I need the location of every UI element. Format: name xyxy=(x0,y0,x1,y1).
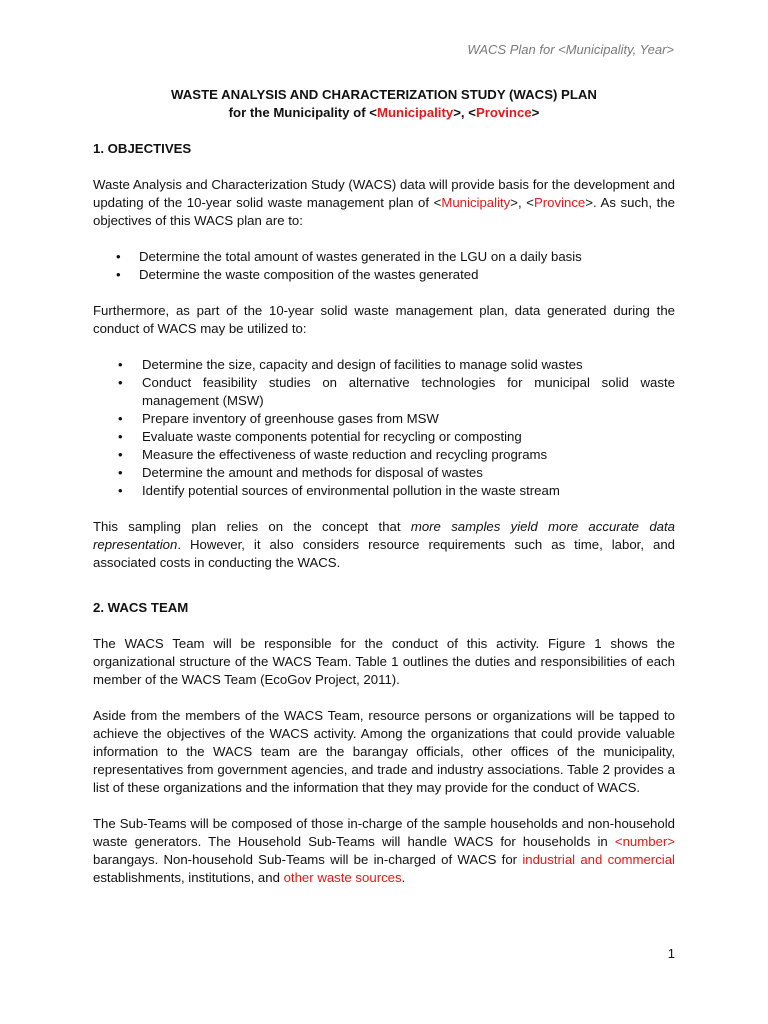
list-item-text: Determine the waste composition of the wastes generated xyxy=(139,267,479,282)
paragraph-text: . However, it also considers resource requirements such as time, labor, and associated costs in conducting the WACS. xyxy=(93,537,675,570)
number-placeholder: <number> xyxy=(614,834,675,849)
running-header: WACS Plan for <Municipality, Year> xyxy=(467,42,674,57)
municipality-placeholder: Municipality xyxy=(377,105,454,120)
paragraph-text: The Sub-Teams will be composed of those in-charge of the sample households and non-household waste generators. The Household Sub-Teams will handle WACS for households in xyxy=(93,816,675,849)
uses-list xyxy=(93,356,675,500)
page-number: 1 xyxy=(667,946,675,961)
bullet-icon: • xyxy=(118,357,123,372)
list-item xyxy=(93,356,675,374)
province-placeholder: Province xyxy=(533,195,586,210)
objectives-list xyxy=(93,248,675,284)
emphasis-text: more samples yield more accurate data representation xyxy=(93,519,675,552)
list-item-text: Identify potential sources of environmental pollution in the waste stream xyxy=(142,483,560,498)
province-placeholder: Province xyxy=(475,105,532,120)
paragraph-text: . xyxy=(401,870,406,885)
list-item xyxy=(93,428,675,446)
bullet-icon: • xyxy=(116,267,121,282)
list-item-text: Measure the effectiveness of waste reduction and recycling programs xyxy=(142,447,548,462)
list-item-text: Prepare inventory of greenhouse gases from MSW xyxy=(142,411,439,426)
list-item-text: Conduct feasibility studies on alternative technologies for municipal solid waste management (MSW) xyxy=(142,375,675,408)
other-sources-placeholder: other waste sources xyxy=(283,870,402,885)
list-item xyxy=(93,248,675,266)
team-paragraph-2: Aside from the members of the WACS Team, resource persons or organizations will be tapped to achieve the objectives of the WACS activity. Among the organizations that could provide valuable information to the WACS team are the barangay officials, other offices of the municipality, representatives from government agencies, and trade and industry associations. Table 2 provides a list of these organizations and the information that they may provide for the conduct of WACS. xyxy=(93,708,675,795)
list-item-text: Determine the size, capacity and design of facilities to manage solid wastes xyxy=(142,357,583,372)
bullet-icon: • xyxy=(118,375,123,390)
bullet-icon: • xyxy=(118,411,123,426)
bullet-icon: • xyxy=(118,465,123,480)
sampling-paragraph xyxy=(93,518,675,572)
list-item xyxy=(93,446,675,464)
title-text: >, < xyxy=(453,105,476,120)
list-item-text: Determine the amount and methods for disposal of wastes xyxy=(142,465,483,480)
list-item xyxy=(93,410,675,428)
title-line-2 xyxy=(93,104,675,122)
industrial-placeholder: industrial and commercial xyxy=(522,852,675,867)
list-item-text: Determine the total amount of wastes generated in the LGU on a daily basis xyxy=(139,249,582,264)
title-text: > xyxy=(531,105,540,120)
bullet-icon: • xyxy=(118,447,123,462)
bullet-icon: • xyxy=(118,483,123,498)
bullet-icon: • xyxy=(118,429,123,444)
document-title xyxy=(93,86,675,122)
objectives-intro xyxy=(93,176,675,230)
list-item xyxy=(93,482,675,500)
intro-text: >, < xyxy=(510,195,534,210)
list-item xyxy=(93,266,675,284)
section-heading-objectives: 1. OBJECTIVES xyxy=(93,141,192,156)
list-item xyxy=(93,464,675,482)
intro-text: Waste Analysis and Characterization Study (WACS) data will provide basis for the development and updating of the 10-year solid waste management plan of < xyxy=(93,177,675,210)
title-text: for the Municipality of < xyxy=(228,105,377,120)
page-content xyxy=(93,86,675,887)
list-item xyxy=(93,374,675,410)
paragraph-text: This sampling plan relies on the concept that xyxy=(93,519,411,534)
paragraph-text: barangays. Non-household Sub-Teams will be in-charged of WACS for xyxy=(93,852,523,867)
furthermore-paragraph: Furthermore, as part of the 10-year solid waste management plan, data generated during the conduct of WACS may be utilized to: xyxy=(93,303,675,336)
intro-text: >. As such, the objectives of this WACS plan are to: xyxy=(93,195,675,228)
section-heading-wacs-team: 2. WACS TEAM xyxy=(93,600,189,615)
team-paragraph-1: The WACS Team will be responsible for the conduct of this activity. Figure 1 shows the organizational structure of the WACS Team. Table 1 outlines the duties and responsibilities of each member of the WACS Team (EcoGov Project, 2011). xyxy=(93,636,675,687)
paragraph-text: establishments, institutions, and xyxy=(93,870,284,885)
municipality-placeholder: Municipality xyxy=(441,195,511,210)
team-paragraph-3 xyxy=(93,815,675,887)
list-item-text: Evaluate waste components potential for recycling or composting xyxy=(142,429,522,444)
bullet-icon: • xyxy=(116,249,121,264)
title-line-1: WASTE ANALYSIS AND CHARACTERIZATION STUDY (WACS) PLAN xyxy=(171,87,597,102)
